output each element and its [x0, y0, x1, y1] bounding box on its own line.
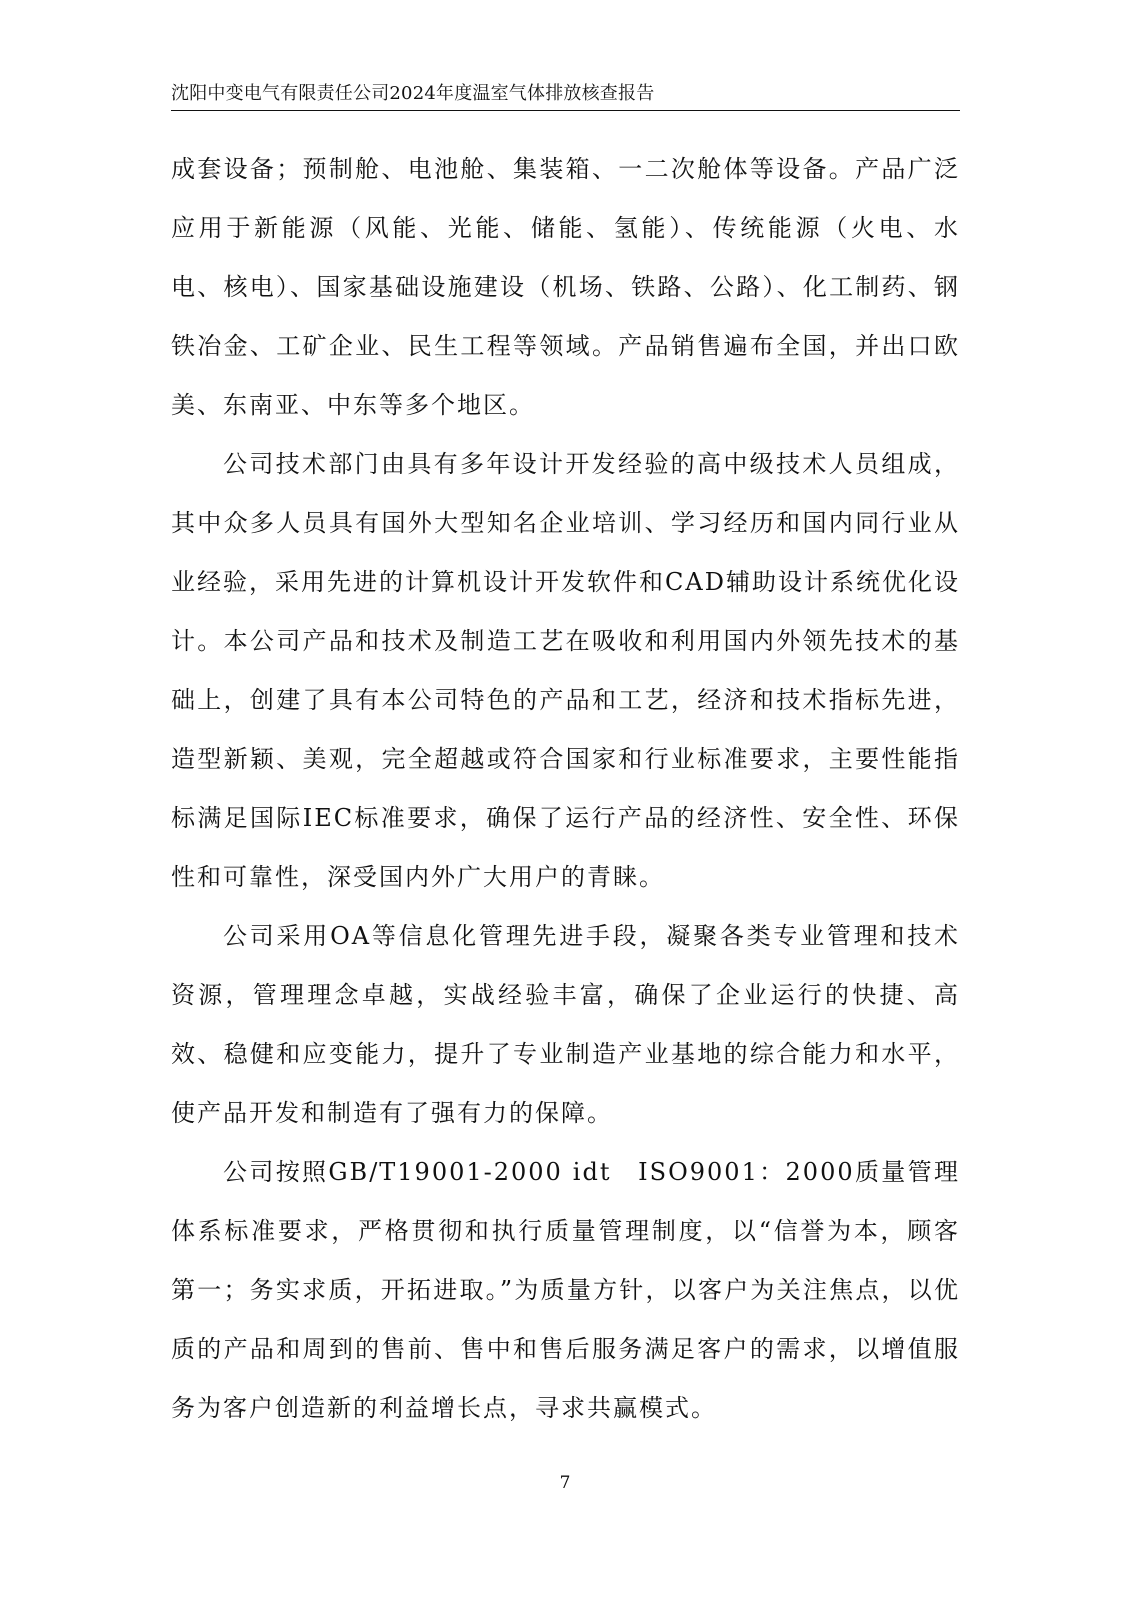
header-divider: [171, 110, 960, 111]
page-header-title: 沈阳中变电气有限责任公司2024年度温室气体排放核查报告: [171, 83, 655, 104]
paragraph-2: 公司技术部门由具有多年设计开发经验的高中级技术人员组成，其中众多人员具有国外大型知名企业培训、学习经历和国内同行业从业经验，采用先进的计算机设计开发软件和CAD辅助设计系统优化设计。本公司产品和技术及制造工艺在吸收和利用国内外领先技术的基础上，创建了具有本公司特色的产品和工艺，经济和技术指标先进，造型新颖、美观，完全超越或符合国家和行业标准要求，主要性能指标满足国际IEC标准要求，确保了运行产品的经济性、安全性、环保性和可靠性，深受国内外广大用户的青睐。: [171, 450, 960, 891]
paragraph-1: 成套设备；预制舱、电池舱、集装箱、一二次舱体等设备。产品广泛应用于新能源（风能、光能、储能、氢能）、传统能源（火电、水电、核电）、国家基础设施建设（机场、铁路、公路）、化工制药、钢铁冶金、工矿企业、民生工程等领域。产品销售遍布全国，并出口欧美、东南亚、中东等多个地区。: [171, 155, 960, 419]
paragraph-3: 公司采用OA等信息化管理先进手段，凝聚各类专业管理和技术资源，管理理念卓越，实战经验丰富，确保了企业运行的快捷、高效、稳健和应变能力，提升了专业制造产业基地的综合能力和水平，使产品开发和制造有了强有力的保障。: [171, 922, 960, 1127]
paragraph-4: 公司按照GB/T19001-2000 idt ISO9001：2000质量管理体系标准要求，严格贯彻和执行质量管理制度，以“信誉为本，顾客第一；务实求质，开拓进取。”为质量方针，以客户为关注焦点，以优质的产品和周到的售前、售中和售后服务满足客户的需求，以增值服务为客户创造新的利益增长点，寻求共赢模式。: [171, 1158, 960, 1422]
body-text: [171, 140, 960, 1438]
page-number: 7: [559, 1473, 571, 1493]
